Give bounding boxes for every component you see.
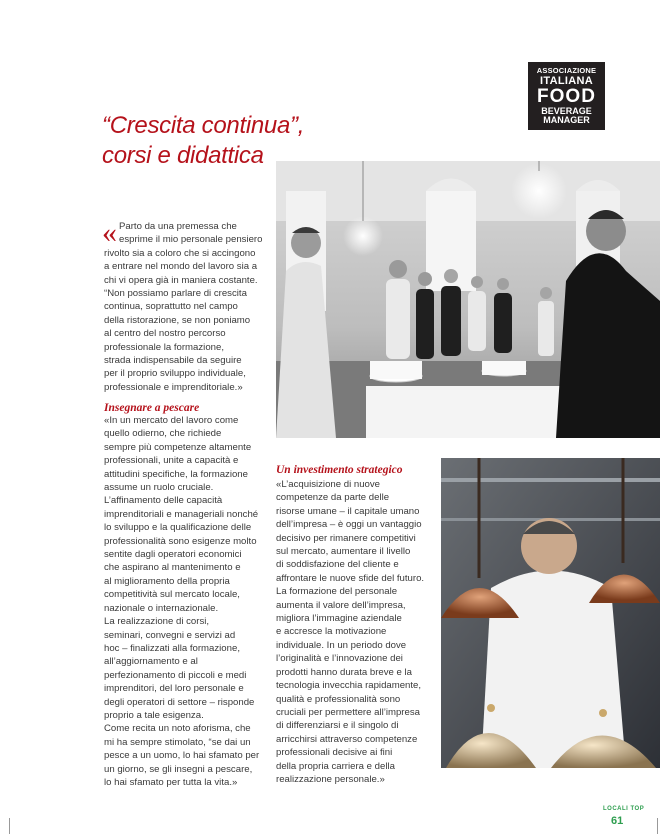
intro-paragraph [102, 216, 264, 394]
text-line: continua, soprattutto nel campo [104, 301, 238, 313]
text-line: professionalità sono esigenze molto [104, 535, 257, 547]
text-line: assume un ruolo cruciale. [104, 482, 214, 494]
title-line: corsi e didattica [102, 142, 264, 169]
text-line: competitività sul mercato locale, [104, 589, 240, 601]
magazine-section-label: LOCALI TOP [603, 806, 645, 812]
text-line: migliora l’immagine aziendale [276, 613, 402, 625]
logo-line: ASSOCIAZIONE [536, 66, 597, 76]
text-line: decisivo per rimanere competitivi [276, 532, 416, 544]
text-line: strada indispensabile da seguire [104, 355, 242, 367]
text-line: individuale. In un periodo dove [276, 639, 407, 651]
logo-line: BEVERAGE [541, 105, 592, 116]
text-line: professionali decisive ai fini [276, 747, 393, 759]
text-line: realizzazione personale.» [276, 773, 385, 785]
text-line: qualità e professionalità sono [276, 693, 401, 705]
text-line: che aspirano al mantenimento e [104, 562, 241, 574]
title-line: “Crescita continua”, [102, 112, 305, 139]
section-heading: Un investimento strategico [276, 464, 403, 476]
association-logo [528, 62, 605, 130]
text-line: lo sviluppo e la qualificazione delle [104, 522, 252, 534]
text-line: hoc – finalizzati alla formazione, [104, 642, 240, 654]
text-line: perfezionamento di piccoli e medi [104, 669, 247, 681]
text-line: competenze da parte delle [276, 492, 390, 504]
logo-line: ITALIANA [540, 74, 593, 87]
text-line: seminari, convegni e servizi ad [104, 629, 236, 641]
text-line: lo hai sfamato per tutta la vita.» [104, 776, 238, 788]
text-line: professionale e imprenditoriale.» [104, 381, 243, 393]
text-line: degli operatori di settore – risponde [104, 696, 255, 708]
text-line: «In un mercato del lavoro come [104, 415, 239, 426]
text-line: sempre più competenze altamente [104, 441, 252, 453]
text-line: proprio a tale esigenza. [104, 709, 204, 721]
text-line: imprenditoriali e manageriali nonché [104, 508, 259, 520]
text-line: risorse umane – il capitale umano [276, 505, 420, 517]
text-line: nazionale o internazionale. [104, 602, 219, 614]
crop-mark [657, 818, 658, 834]
text-line: professionali, unite a capacità e [104, 455, 239, 467]
text-line: professionale la formazione, [104, 341, 224, 353]
text-line: e accresce la motivazione [276, 626, 387, 638]
text-line: di soddisfazione del cliente e [276, 559, 399, 571]
chef-kitchen-photo [441, 458, 660, 768]
crop-mark [9, 818, 10, 834]
text-line: La realizzazione di corsi, [104, 616, 210, 628]
text-line: «L’acquisizione di nuove [276, 479, 381, 490]
opening-quote-mark: « [102, 216, 117, 249]
text-line: tecnologia invecchia rapidamente, [276, 680, 422, 692]
text-line: dell’impresa – è oggi un vantaggio [276, 519, 422, 531]
text-line: a entrare nel mondo del lavoro sia a [104, 261, 258, 273]
text-line: L’affinamento delle capacità [104, 495, 223, 507]
text-line: pesce a un uomo, lo hai sfamato per [104, 750, 260, 762]
text-line: per il proprio sviluppo individuale, [104, 368, 246, 380]
text-line: “Non possiamo parlare di crescita [104, 288, 247, 300]
text-line: attitudini specifiche, la formazione [104, 468, 248, 480]
page-number: 61 [611, 815, 624, 827]
article-title [102, 111, 304, 171]
text-line: al centro del nostro percorso [104, 328, 226, 340]
section-body [104, 414, 270, 789]
text-line: Parto da una premessa che [119, 221, 237, 232]
text-line: aumenta il valore dell’impresa, [276, 599, 406, 611]
section-heading: Insegnare a pescare [104, 402, 200, 414]
text-line: della propria carriera e della [276, 760, 395, 772]
text-line: arricchirsi attraverso competenze [276, 733, 418, 745]
text-line: sul mercato, aumentare il livello [276, 546, 411, 558]
text-line: mi ha sempre stimolato, “se dai un [104, 736, 251, 748]
logo-line: FOOD [537, 85, 596, 107]
text-line: quello odierno, che richiede [104, 428, 222, 440]
text-line: di differenziarsi e il singolo di [276, 720, 399, 732]
text-line: La formazione del personale [276, 586, 398, 598]
text-line: Come recita un noto aforisma, che [104, 723, 251, 735]
restaurant-training-photo [276, 161, 660, 438]
text-line: sentite dagli operatori economici [104, 549, 242, 561]
text-line: all’aggiornamento e al [104, 656, 198, 668]
text-line: l’originalità e l’innovazione dei [276, 653, 403, 665]
text-line: esprime il mio personale pensiero [119, 234, 263, 246]
text-line: della ristorazione, se non poniamo [104, 314, 251, 326]
text-line: al miglioramento della propria [104, 575, 230, 587]
text-line: prodotti hanno durata breve e la [276, 666, 413, 678]
text-line: un giorno, se gli insegni a pescare, [104, 763, 253, 775]
text-line: chi vi opera già in maniera costante. [104, 274, 258, 286]
logo-line: MANAGER [543, 114, 590, 125]
text-line: imprenditori, del loro personale e [104, 683, 244, 695]
text-line: rivolto sia a coloro che si accingono [104, 247, 256, 259]
text-line: affrontare le nuove sfide del futuro. [276, 572, 425, 584]
section-body [276, 478, 436, 786]
text-line: cruciali per permettere all’impresa [276, 706, 420, 718]
